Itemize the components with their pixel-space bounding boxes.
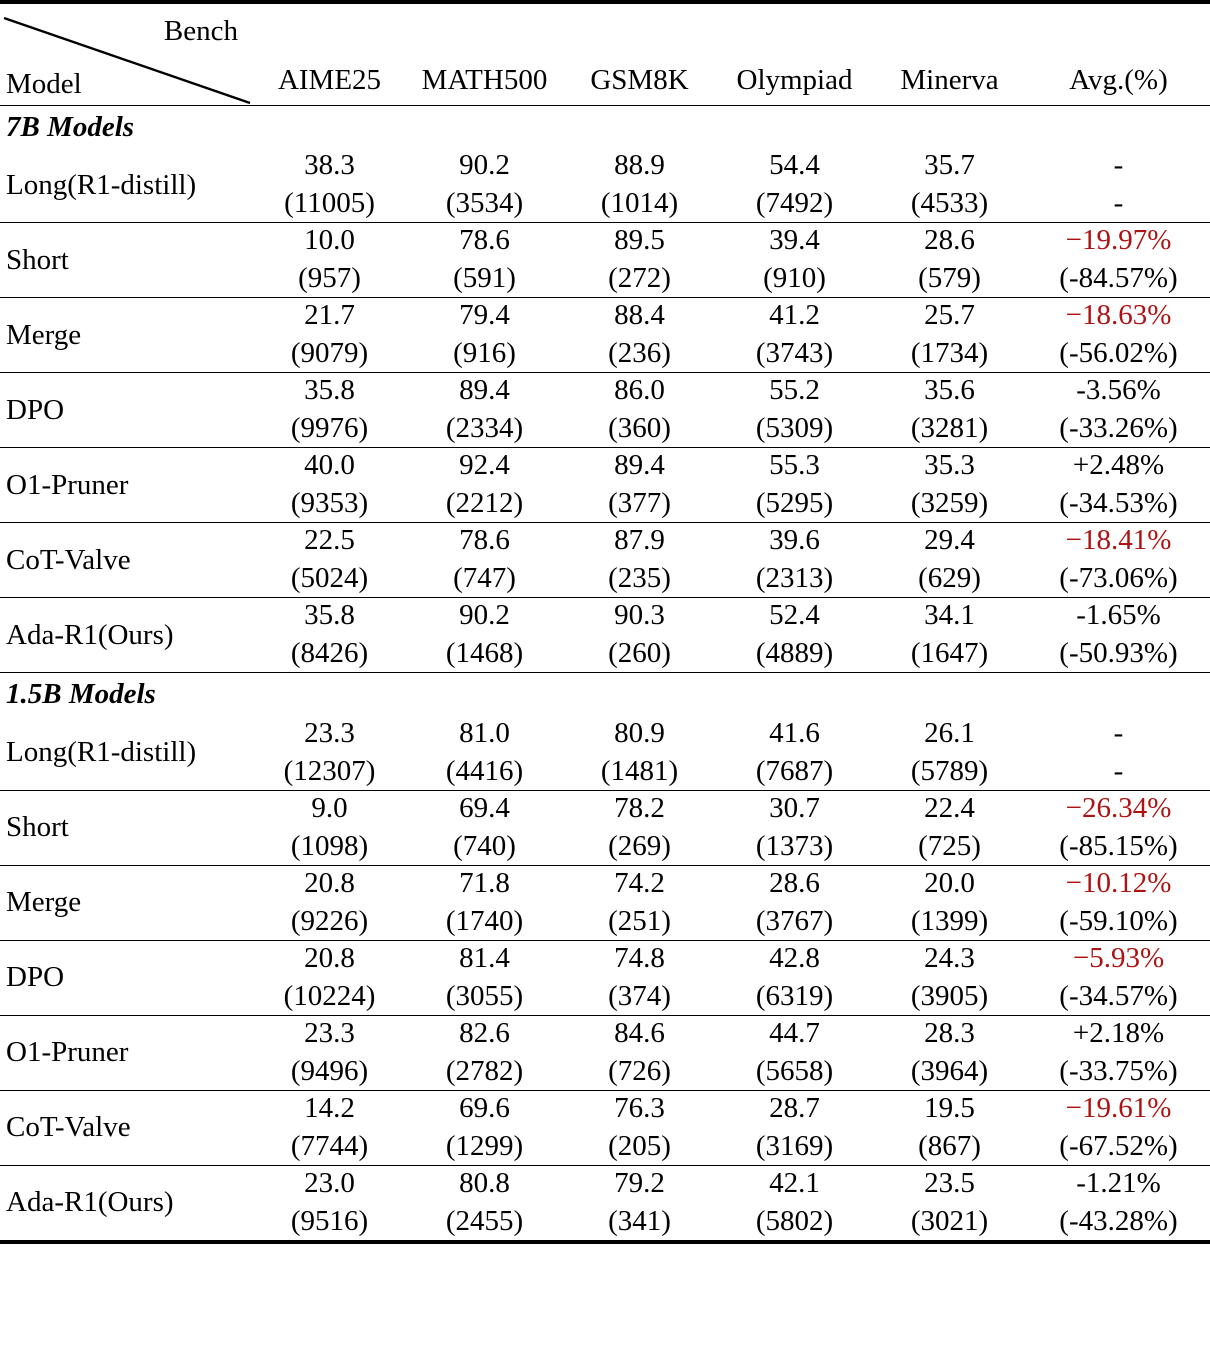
metric-cell	[407, 865, 562, 940]
accuracy-value: 38.3	[304, 149, 355, 182]
metric-cell	[562, 716, 717, 791]
token-count-value: (12307)	[283, 754, 376, 787]
metric-cell	[717, 523, 872, 598]
metric-cell	[562, 865, 717, 940]
accuracy-value: 19.5	[924, 1091, 975, 1124]
metric-cell	[872, 1090, 1027, 1165]
metric-cell	[252, 298, 407, 373]
avg-percent-value: −26.34%	[1065, 791, 1172, 824]
token-count-value: (3281)	[910, 412, 989, 445]
token-count-value: (3905)	[910, 979, 989, 1012]
metric-cell	[562, 598, 717, 673]
token-count-value: (629)	[918, 562, 981, 595]
token-count-value: (5309)	[755, 412, 834, 445]
model-name-cell: Ada-R1(Ours)	[0, 598, 252, 673]
accuracy-value: 90.2	[459, 599, 510, 632]
accuracy-value: 20.8	[304, 941, 355, 974]
metric-cell	[872, 865, 1027, 940]
accuracy-value: 28.3	[924, 1016, 975, 1049]
section-header-row	[0, 673, 1210, 716]
accuracy-value: 92.4	[459, 449, 510, 482]
table-row	[0, 716, 1210, 791]
metric-cell	[252, 716, 407, 791]
section-header-row	[0, 106, 1210, 149]
section-title: 7B Models	[0, 106, 1210, 149]
token-count-value: (2334)	[445, 412, 524, 445]
metric-cell	[562, 940, 717, 1015]
avg-percent-value: −18.41%	[1065, 524, 1172, 557]
model-name-cell: CoT-Valve	[0, 523, 252, 598]
token-count-value: (5802)	[755, 1204, 834, 1237]
token-count-value: (3743)	[755, 337, 834, 370]
metric-cell	[717, 790, 872, 865]
table-row	[0, 1090, 1210, 1165]
accuracy-value: 23.5	[924, 1166, 975, 1199]
metric-cell	[717, 940, 872, 1015]
avg-percent-value: +2.18%	[1072, 1016, 1165, 1049]
accuracy-value: 78.2	[614, 791, 665, 824]
metric-cell	[872, 523, 1027, 598]
accuracy-value: 44.7	[769, 1016, 820, 1049]
token-count-value: (11005)	[284, 187, 375, 220]
metric-cell	[252, 523, 407, 598]
metric-cell	[407, 1015, 562, 1090]
table-row	[0, 373, 1210, 448]
token-count-value: (3534)	[445, 187, 524, 220]
metric-cell	[407, 790, 562, 865]
avg-percent-cell	[1027, 523, 1210, 598]
avg-token-reduction-value: (-73.06%)	[1059, 562, 1178, 595]
token-count-value: (4889)	[755, 637, 834, 670]
avg-token-reduction-value: -	[1113, 754, 1124, 787]
metric-cell	[872, 1015, 1027, 1090]
metric-cell	[872, 148, 1027, 223]
token-count-value: (9353)	[290, 487, 369, 520]
avg-percent-cell	[1027, 448, 1210, 523]
token-count-value: (9226)	[290, 904, 369, 937]
token-count-value: (1734)	[910, 337, 989, 370]
accuracy-value: 76.3	[614, 1091, 665, 1124]
token-count-value: (3055)	[445, 979, 524, 1012]
table-row	[0, 598, 1210, 673]
accuracy-value: 88.9	[614, 149, 665, 182]
accuracy-value: 9.0	[311, 791, 348, 824]
avg-percent-value: -1.65%	[1076, 599, 1161, 632]
token-count-value: (1647)	[910, 637, 989, 670]
metric-cell	[562, 1165, 717, 1242]
accuracy-value: 55.3	[769, 449, 820, 482]
table-row	[0, 790, 1210, 865]
accuracy-value: 89.5	[614, 224, 665, 257]
token-count-value: (205)	[608, 1129, 671, 1162]
accuracy-value: 30.7	[769, 791, 820, 824]
metric-cell	[872, 298, 1027, 373]
token-count-value: (5295)	[755, 487, 834, 520]
metric-cell	[872, 716, 1027, 791]
avg-percent-value: -	[1113, 149, 1124, 182]
accuracy-value: 80.9	[614, 716, 665, 749]
avg-percent-cell	[1027, 1165, 1210, 1242]
metric-cell	[717, 1015, 872, 1090]
metric-cell	[407, 148, 562, 223]
avg-token-reduction-value: (-43.28%)	[1059, 1204, 1178, 1237]
token-count-value: (236)	[608, 337, 671, 370]
section-title: 1.5B Models	[0, 673, 1210, 716]
token-count-value: (957)	[298, 262, 361, 295]
metric-cell	[252, 373, 407, 448]
avg-token-reduction-value: (-50.93%)	[1059, 637, 1178, 670]
table-row	[0, 298, 1210, 373]
model-axis-label: Model	[6, 68, 82, 100]
accuracy-value: 82.6	[459, 1016, 510, 1049]
accuracy-value: 71.8	[459, 866, 510, 899]
token-count-value: (269)	[608, 829, 671, 862]
token-count-value: (374)	[608, 979, 671, 1012]
metric-cell	[562, 448, 717, 523]
metric-cell	[562, 523, 717, 598]
metric-cell	[872, 223, 1027, 298]
accuracy-value: 14.2	[304, 1091, 355, 1124]
metric-cell	[407, 716, 562, 791]
accuracy-value: 81.0	[459, 716, 510, 749]
token-count-value: (1299)	[445, 1129, 524, 1162]
token-count-value: (1373)	[755, 829, 834, 862]
metric-cell	[717, 865, 872, 940]
accuracy-value: 89.4	[459, 374, 510, 407]
metric-cell	[407, 373, 562, 448]
token-count-value: (5789)	[910, 754, 989, 787]
token-count-value: (272)	[608, 262, 671, 295]
accuracy-value: 22.5	[304, 524, 355, 557]
token-count-value: (9516)	[290, 1204, 369, 1237]
token-count-value: (2212)	[445, 487, 524, 520]
model-name-cell: Short	[0, 790, 252, 865]
model-name-cell: DPO	[0, 940, 252, 1015]
avg-token-reduction-value: (-34.57%)	[1059, 979, 1178, 1012]
accuracy-value: 35.6	[924, 374, 975, 407]
token-count-value: (360)	[608, 412, 671, 445]
token-count-value: (3964)	[910, 1054, 989, 1087]
metric-cell	[562, 298, 717, 373]
avg-percent-cell	[1027, 790, 1210, 865]
column-header-avg: Avg.(%)	[1027, 2, 1210, 106]
avg-percent-value: −5.93%	[1072, 941, 1165, 974]
accuracy-value: 87.9	[614, 524, 665, 557]
corner-header-cell	[0, 2, 252, 106]
token-count-value: (591)	[453, 262, 516, 295]
token-count-value: (2313)	[755, 562, 834, 595]
metric-cell	[407, 1090, 562, 1165]
metric-cell	[252, 865, 407, 940]
avg-percent-cell	[1027, 1090, 1210, 1165]
accuracy-value: 23.3	[304, 716, 355, 749]
accuracy-value: 79.4	[459, 299, 510, 332]
token-count-value: (341)	[608, 1204, 671, 1237]
column-header-aime25: AIME25	[252, 2, 407, 106]
metric-cell	[717, 448, 872, 523]
metric-cell	[717, 298, 872, 373]
token-count-value: (251)	[608, 904, 671, 937]
metric-cell	[252, 598, 407, 673]
accuracy-value: 23.0	[304, 1166, 355, 1199]
metric-cell	[252, 1015, 407, 1090]
token-count-value: (10224)	[283, 979, 376, 1012]
avg-percent-value: -	[1113, 716, 1124, 749]
avg-percent-value: −19.61%	[1065, 1091, 1172, 1124]
metric-cell	[252, 1090, 407, 1165]
metric-cell	[562, 148, 717, 223]
accuracy-value: 40.0	[304, 449, 355, 482]
metric-cell	[872, 373, 1027, 448]
accuracy-value: 90.3	[614, 599, 665, 632]
token-count-value: (7492)	[755, 187, 834, 220]
token-count-value: (9496)	[290, 1054, 369, 1087]
token-count-value: (726)	[608, 1054, 671, 1087]
accuracy-value: 55.2	[769, 374, 820, 407]
token-count-value: (3021)	[910, 1204, 989, 1237]
avg-percent-value: −19.97%	[1065, 224, 1172, 257]
accuracy-value: 78.6	[459, 224, 510, 257]
accuracy-value: 39.6	[769, 524, 820, 557]
metric-cell	[407, 598, 562, 673]
token-count-value: (235)	[608, 562, 671, 595]
accuracy-value: 28.7	[769, 1091, 820, 1124]
token-count-value: (867)	[918, 1129, 981, 1162]
accuracy-value: 80.8	[459, 1166, 510, 1199]
metric-cell	[872, 940, 1027, 1015]
avg-percent-value: −18.63%	[1065, 299, 1172, 332]
table-row	[0, 940, 1210, 1015]
metric-cell	[562, 373, 717, 448]
token-count-value: (2782)	[445, 1054, 524, 1087]
avg-percent-cell	[1027, 298, 1210, 373]
avg-percent-cell	[1027, 148, 1210, 223]
metric-cell	[872, 1165, 1027, 1242]
metric-cell	[252, 790, 407, 865]
bench-axis-label: Bench	[163, 15, 238, 47]
accuracy-value: 89.4	[614, 449, 665, 482]
accuracy-value: 79.2	[614, 1166, 665, 1199]
avg-percent-value: -3.56%	[1076, 374, 1161, 407]
avg-token-reduction-value: (-34.53%)	[1059, 487, 1178, 520]
token-count-value: (1468)	[445, 637, 524, 670]
accuracy-value: 35.7	[924, 149, 975, 182]
table-row	[0, 148, 1210, 223]
avg-token-reduction-value: (-67.52%)	[1059, 1129, 1178, 1162]
token-count-value: (1740)	[445, 904, 524, 937]
token-count-value: (4416)	[445, 754, 524, 787]
table-row	[0, 223, 1210, 298]
avg-token-reduction-value: (-84.57%)	[1059, 262, 1178, 295]
avg-percent-cell	[1027, 1015, 1210, 1090]
column-header-math500: MATH500	[407, 2, 562, 106]
avg-percent-cell	[1027, 373, 1210, 448]
table-row	[0, 1015, 1210, 1090]
accuracy-value: 74.8	[614, 941, 665, 974]
accuracy-value: 42.1	[769, 1166, 820, 1199]
token-count-value: (579)	[918, 262, 981, 295]
token-count-value: (1481)	[600, 754, 679, 787]
avg-token-reduction-value: (-33.26%)	[1059, 412, 1178, 445]
accuracy-value: 90.2	[459, 149, 510, 182]
model-name-cell: CoT-Valve	[0, 1090, 252, 1165]
token-count-value: (3259)	[910, 487, 989, 520]
token-count-value: (8426)	[290, 637, 369, 670]
avg-percent-cell	[1027, 223, 1210, 298]
token-count-value: (2455)	[445, 1204, 524, 1237]
accuracy-value: 20.8	[304, 866, 355, 899]
metric-cell	[407, 940, 562, 1015]
token-count-value: (7687)	[755, 754, 834, 787]
accuracy-value: 22.4	[924, 791, 975, 824]
accuracy-value: 35.3	[924, 449, 975, 482]
accuracy-value: 26.1	[924, 716, 975, 749]
model-name-cell: O1-Pruner	[0, 448, 252, 523]
metric-cell	[717, 598, 872, 673]
token-count-value: (5024)	[290, 562, 369, 595]
accuracy-value: 10.0	[304, 224, 355, 257]
accuracy-value: 69.4	[459, 791, 510, 824]
avg-token-reduction-value: (-56.02%)	[1059, 337, 1178, 370]
accuracy-value: 25.7	[924, 299, 975, 332]
token-count-value: (1098)	[290, 829, 369, 862]
metric-cell	[717, 373, 872, 448]
metric-cell	[407, 1165, 562, 1242]
token-count-value: (747)	[453, 562, 516, 595]
column-header-minerva: Minerva	[872, 2, 1027, 106]
metric-cell	[252, 1165, 407, 1242]
metric-cell	[872, 448, 1027, 523]
accuracy-value: 21.7	[304, 299, 355, 332]
accuracy-value: 84.6	[614, 1016, 665, 1049]
accuracy-value: 39.4	[769, 224, 820, 257]
column-header-gsm8k: GSM8K	[562, 2, 717, 106]
token-count-value: (725)	[918, 829, 981, 862]
token-count-value: (916)	[453, 337, 516, 370]
accuracy-value: 20.0	[924, 866, 975, 899]
avg-percent-cell	[1027, 598, 1210, 673]
avg-token-reduction-value: (-33.75%)	[1059, 1054, 1178, 1087]
token-count-value: (3767)	[755, 904, 834, 937]
token-count-value: (260)	[608, 637, 671, 670]
metric-cell	[407, 523, 562, 598]
accuracy-value: 69.6	[459, 1091, 510, 1124]
accuracy-value: 41.6	[769, 716, 820, 749]
token-count-value: (377)	[608, 487, 671, 520]
metric-cell	[717, 716, 872, 791]
token-count-value: (9079)	[290, 337, 369, 370]
accuracy-value: 78.6	[459, 524, 510, 557]
token-count-value: (6319)	[755, 979, 834, 1012]
token-count-value: (4533)	[910, 187, 989, 220]
model-name-cell: Short	[0, 223, 252, 298]
avg-percent-cell	[1027, 940, 1210, 1015]
model-name-cell: Long(R1-distill)	[6, 168, 197, 201]
avg-percent-value: −10.12%	[1065, 866, 1172, 899]
metric-cell	[717, 1165, 872, 1242]
avg-token-reduction-value: (-59.10%)	[1059, 904, 1178, 937]
avg-token-reduction-value: (-85.15%)	[1059, 829, 1178, 862]
token-count-value: (5658)	[755, 1054, 834, 1087]
avg-percent-value: -1.21%	[1076, 1166, 1161, 1199]
avg-percent-cell	[1027, 716, 1210, 791]
metric-cell	[872, 790, 1027, 865]
metric-cell	[562, 223, 717, 298]
model-name-cell: Merge	[0, 865, 252, 940]
accuracy-value: 74.2	[614, 866, 665, 899]
table-row	[0, 1165, 1210, 1242]
accuracy-value: 35.8	[304, 374, 355, 407]
token-count-value: (9976)	[290, 412, 369, 445]
metric-cell	[252, 448, 407, 523]
accuracy-value: 41.2	[769, 299, 820, 332]
table-row	[0, 448, 1210, 523]
table-row	[0, 523, 1210, 598]
metric-cell	[407, 298, 562, 373]
metric-cell	[872, 598, 1027, 673]
token-count-value: (7744)	[290, 1129, 369, 1162]
table-header-row	[0, 2, 1210, 106]
metric-cell	[252, 223, 407, 298]
avg-percent-cell	[1027, 865, 1210, 940]
accuracy-value: 28.6	[924, 224, 975, 257]
column-header-olympiad: Olympiad	[717, 2, 872, 106]
token-count-value: (740)	[453, 829, 516, 862]
accuracy-value: 81.4	[459, 941, 510, 974]
token-count-value: (1014)	[600, 187, 679, 220]
accuracy-value: 28.6	[769, 866, 820, 899]
metric-cell	[252, 940, 407, 1015]
accuracy-value: 23.3	[304, 1016, 355, 1049]
accuracy-value: 34.1	[924, 599, 975, 632]
metric-cell	[717, 1090, 872, 1165]
token-count-value: (1399)	[910, 904, 989, 937]
accuracy-value: 29.4	[924, 524, 975, 557]
token-count-value: (3169)	[755, 1129, 834, 1162]
model-name-cell: Long(R1-distill)	[6, 735, 197, 768]
model-name-cell: DPO	[0, 373, 252, 448]
accuracy-value: 88.4	[614, 299, 665, 332]
accuracy-value: 52.4	[769, 599, 820, 632]
model-name-cell: Ada-R1(Ours)	[0, 1165, 252, 1242]
table-row	[0, 865, 1210, 940]
metric-cell	[252, 148, 407, 223]
metric-cell	[717, 223, 872, 298]
metric-cell	[407, 448, 562, 523]
metric-cell	[562, 1090, 717, 1165]
accuracy-value: 24.3	[924, 941, 975, 974]
accuracy-value: 86.0	[614, 374, 665, 407]
metric-cell	[562, 1015, 717, 1090]
token-count-value: (910)	[763, 262, 826, 295]
avg-token-reduction-value: -	[1113, 187, 1124, 220]
model-name-cell: Merge	[0, 298, 252, 373]
metric-cell	[407, 223, 562, 298]
metric-cell	[562, 790, 717, 865]
accuracy-value: 42.8	[769, 941, 820, 974]
metric-cell	[717, 148, 872, 223]
avg-percent-value: +2.48%	[1072, 449, 1165, 482]
model-name-cell: O1-Pruner	[0, 1015, 252, 1090]
accuracy-value: 54.4	[769, 149, 820, 182]
accuracy-value: 35.8	[304, 599, 355, 632]
